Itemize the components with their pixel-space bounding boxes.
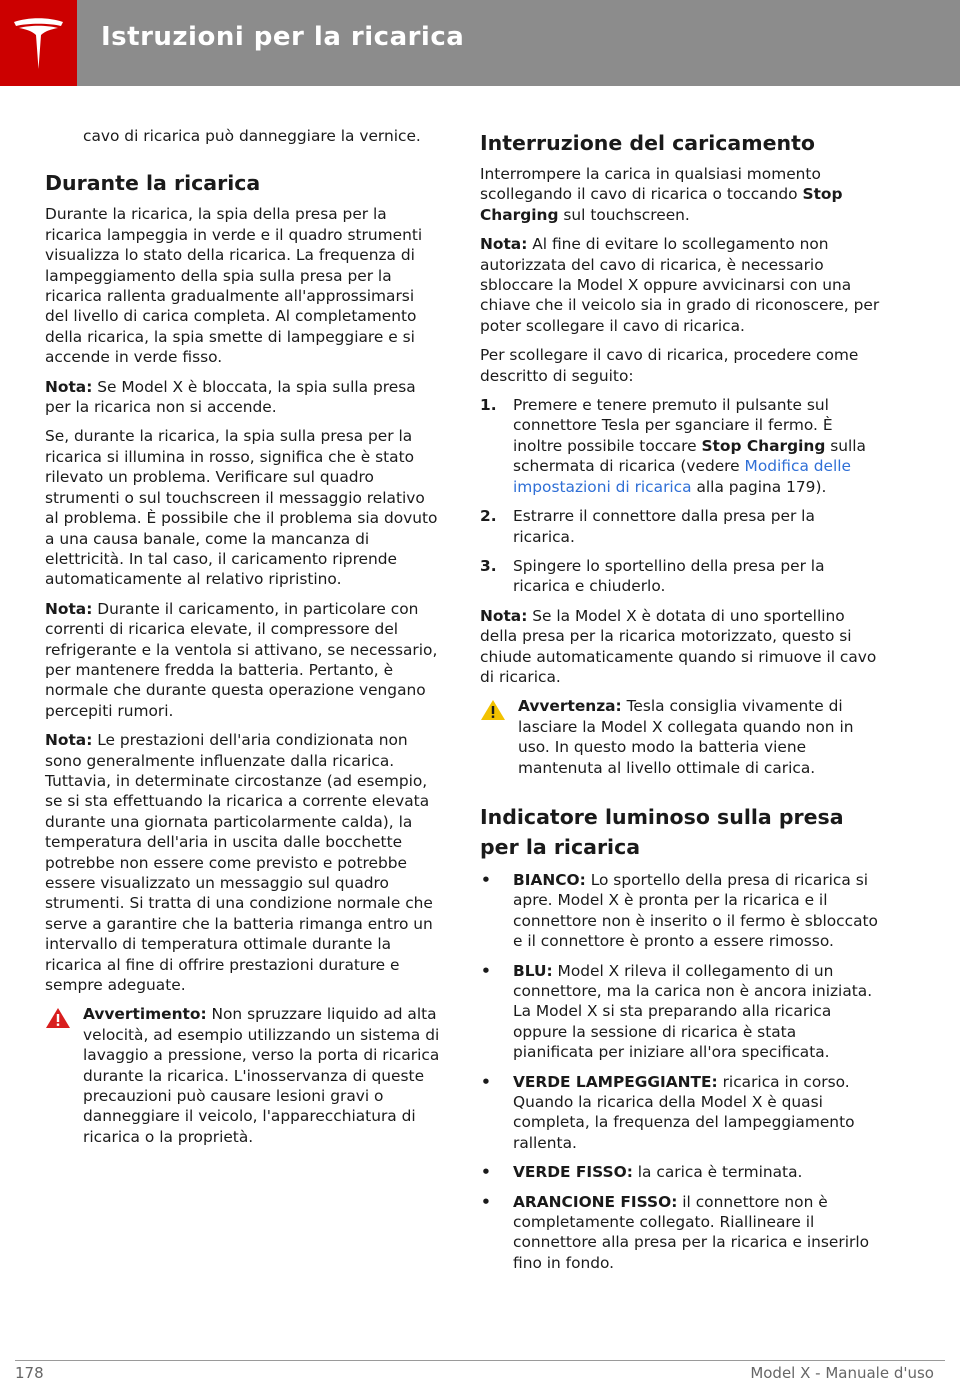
- warning-icon: [45, 1007, 71, 1029]
- paragraph: Per scollegare il cavo di ricarica, procedere come descritto di seguito:: [480, 346, 859, 385]
- note: [45, 377, 440, 418]
- list-item: [480, 395, 880, 497]
- warning-label: Avvertimento:: [83, 1005, 207, 1024]
- caution-callout: [480, 696, 880, 778]
- section-heading-interruzione: Interruzione del caricamento: [480, 131, 816, 155]
- text: Spingere lo sportellino della presa per la ricarica e chiuderlo.: [513, 556, 825, 596]
- right-column: [480, 126, 880, 1282]
- text: Interrompere la carica in qualsiasi momento scollegando il cavo di ricarica o toccando: [480, 165, 821, 204]
- list-item: [480, 556, 880, 597]
- list-item: [480, 1192, 880, 1274]
- caution-icon: [480, 699, 506, 721]
- left-column: [45, 126, 440, 1156]
- bullet: •: [481, 1163, 491, 1182]
- bullet-text: il connettore non è completamente collegato. Riallineare il connettore alla presa per la ricarica e inserirlo fino in fondo.: [513, 1192, 870, 1272]
- note-label: Nota:: [480, 235, 528, 254]
- note-text: Al fine di evitare lo scollegamento non autorizzata del cavo di ricarica, è necessario sbloccare la Model X oppure avvicinarsi con una chiave che il veicolo sia in grado di riconoscere, per poter scollegare il cavo di ricarica.: [480, 235, 880, 335]
- text: sulla schermata di ricarica (vedere: [513, 436, 866, 476]
- bullet-text: Model X rileva il collegamento di un connettore, ma la carica non è ancora iniziata. La Model X si sta preparando alla ricarica oppure la sessione di ricarica è stata pianificata per iniziare all'ora specificata.: [513, 961, 873, 1062]
- bullet: •: [481, 1072, 491, 1091]
- note: [45, 599, 440, 721]
- section-heading-durante: Durante la ricarica: [45, 171, 261, 196]
- stop-charging-label: Stop Charging: [701, 436, 826, 455]
- paragraph: Durante la ricarica, la spia della presa per la ricarica lampeggia in verde e il quadro strumenti visualizza lo stato della ricarica. La frequenza di lampeggiamento della spia sulla presa per la ricarica rallenta gradualmente all'approssimarsi del livello di carica completa. Al completamento della ricarica, la spia smette di lampeggiare e si accende in verde fisso.: [45, 205, 423, 367]
- page-header: [0, 0, 960, 86]
- text: sul touchscreen.: [558, 205, 690, 224]
- note: [480, 234, 880, 336]
- footer-divider: [15, 1360, 945, 1361]
- bullet-label: VERDE LAMPEGGIANTE:: [513, 1072, 718, 1091]
- note-label: Nota:: [480, 606, 528, 625]
- caution-label: Avvertenza:: [518, 697, 622, 716]
- bullet-text: ricarica in corso. Quando la ricarica della Model X è quasi completa, la frequenza del lampeggiamento rallenta.: [513, 1072, 855, 1152]
- intro-text: cavo di ricarica può danneggiare la vernice.: [83, 127, 421, 145]
- page-number: 178: [15, 1364, 44, 1382]
- text: Estrarre il connettore dalla presa per la ricarica.: [513, 507, 815, 546]
- bullet-text: la carica è terminata.: [632, 1163, 803, 1182]
- note-text: Se Model X è bloccata, la spia sulla presa per la ricarica non si accende.: [45, 377, 416, 417]
- stop-charging-label: Stop Charging: [480, 185, 843, 224]
- bullet-label: BLU:: [513, 961, 553, 980]
- text: Premere e tenere premuto il pulsante sul connettore Tesla per sganciare il fermo. È inoltre possibile toccare: [513, 396, 833, 455]
- note-label: Nota:: [45, 731, 93, 750]
- list-item: [480, 506, 880, 547]
- list-item: [480, 961, 880, 1063]
- section-heading-indicatore: Indicatore luminoso sulla presa per la ricarica: [480, 804, 844, 859]
- footer-title: Model X - Manuale d'uso: [750, 1364, 934, 1382]
- note-label: Nota:: [45, 377, 93, 396]
- page-title: Istruzioni per la ricarica: [101, 22, 465, 52]
- bullet: •: [481, 961, 491, 980]
- paragraph: [480, 164, 880, 225]
- bullet: •: [481, 870, 491, 889]
- warning-callout: [45, 1004, 440, 1147]
- tesla-logo-icon: [12, 18, 65, 70]
- caution-text: Tesla consiglia vivamente di lasciare la Model X collegata quando non in uso. In questo modo la batteria viene mantenuta al livello ottimale di carica.: [518, 697, 854, 777]
- bullet-label: BIANCO:: [513, 870, 586, 889]
- bullet-text: Lo sportello della presa di ricarica si apre. Model X è pronta per la ricarica e il connettore non è inserito o il fermo è sbloccato e il connettore è pronto a essere rimosso.: [513, 870, 878, 951]
- warning-text: Non spruzzare liquido ad alta velocità, ad esempio utilizzando un sistema di lavaggio a pressione, verso la porta di ricarica durante la ricarica. L'inosservanza di queste precauzioni può causare lesioni gravi o danneggiare il veicolo, l'apparecchiatura di ricarica o la proprietà.: [83, 1005, 440, 1146]
- note-label: Nota:: [45, 599, 93, 618]
- note: [45, 730, 440, 995]
- tesla-logo: [0, 0, 77, 86]
- list-item: [480, 1072, 880, 1154]
- list-item: [480, 870, 880, 952]
- list-item: [480, 1162, 880, 1182]
- text: alla pagina 179).: [691, 477, 827, 496]
- note-text: Se la Model X è dotata di uno sportellino della presa per la ricarica motorizzato, questo si chiude automaticamente quando si rimuove il cavo di ricarica.: [480, 606, 877, 686]
- charging-settings-link[interactable]: Modifica delle impostazioni di ricarica: [513, 457, 852, 496]
- bullet-label: ARANCIONE FISSO:: [513, 1192, 678, 1211]
- note: [480, 606, 880, 688]
- note-text: Le prestazioni dell'aria condizionata non sono generalmente influenzate dalla ricarica. Tuttavia, in determinate circostanze (ad esempio, se si sta effettuando la ricarica a corrente elevata durante una giornata particolarmente calda), la temperatura dell'aria in uscita dalle bocchette potrebbe non essere come previsto e potrebbe essere visualizzato un messaggio sul quadro strumenti. Si tratta di una condizione normale che serve a garantire che la batteria rimanga entro un intervallo di temperatura ottimale durante la ricarica al fine di offrire prestazioni durature e sempre adeguate.: [45, 731, 433, 995]
- step-number: 3.: [480, 556, 497, 575]
- paragraph: Se, durante la ricarica, la spia sulla presa per la ricarica si illumina in rosso, significa che è stato rilevato un problema. Verificare sul quadro strumenti o sul touchscreen il messaggio relativo al problema. È possibile che il problema sia dovuto a una causa banale, come la mancanza di elettricità. In tal caso, il caricamento riprende automaticamente al relativo ripristino.: [45, 427, 438, 589]
- indicator-list: [480, 870, 880, 1273]
- step-number: 2.: [480, 507, 497, 526]
- bullet-label: VERDE FISSO:: [513, 1163, 633, 1182]
- step-number: 1.: [480, 396, 497, 415]
- bullet: •: [481, 1192, 491, 1211]
- steps-list: [480, 395, 880, 597]
- note-text: Durante il caricamento, in particolare con correnti di ricarica elevate, il compressore del refrigerante e la ventola si attivano, se necessario, per mantenere fredda la batteria. Pertanto, è normale che durante questa operazione vengano percepiti rumori.: [45, 599, 438, 720]
